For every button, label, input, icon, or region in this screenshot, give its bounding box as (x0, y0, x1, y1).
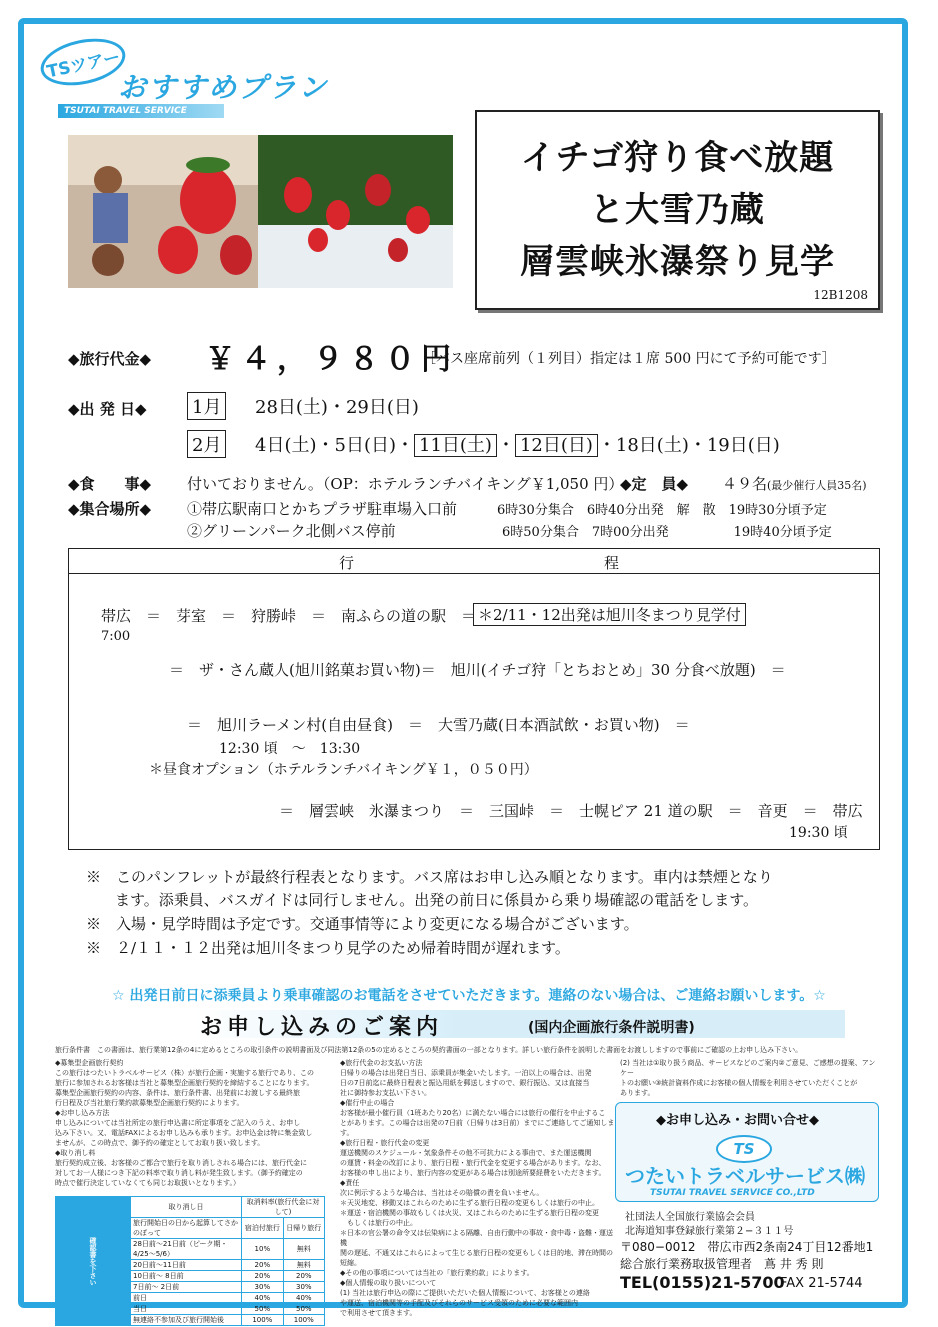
feb-sep: ・ (496, 435, 515, 456)
meeting-time-2: 6時50分集合 7時00分出発 19時40分頃予定 (502, 525, 832, 540)
meeting-label: ◆集合場所◆ (68, 500, 152, 518)
cancel-head-rate: 取消料率(旅行代金に対して) (242, 1197, 325, 1218)
itinerary-row-4-time: 19:30 頃 (789, 825, 848, 841)
application-title: お申し込みのご案内 (200, 1015, 444, 1040)
application-col-1: ◆募集型企画旅行契約 この旅行はつたいトラベルサービス（株）が旅行企画・実施する旅行であり、この 旅行に参加されるお客様は当社と募集型企画旅行契約を締結することになります。 募集型企画旅行契約の内容、条件は、旅行条件書、出発前にお渡しする最終旅 行日程及び当社旅行業約款募集型企画旅行契約によります。 ◆お申し込み方法 申し込みについては当社所定の旅行申込書に所定事項をご記入のうえ、お申し 込み下さい。又、電話FAXによるお申し込みも承ります。お申込金は特に集金致し ませんが、この時点で、御予約の確定としてお取り扱い致します。 ◆取り消し料 旅行契約成立後、お客様のご都合で旅行を取り消しされる場合には、旅行代金に 対してお一人様につき下記の料率で取り消し料が発生致します。（御予約確定の 時点で催行決定していなくても同じお取扱いとなります。） (55, 1059, 314, 1187)
meeting-time-1: 6時30分集合 6時40分出発 解 散 19時30分頃予定 (497, 503, 827, 518)
cancel-stay: 20% (242, 1260, 283, 1271)
ts-logo-icon: TS (716, 1135, 772, 1163)
ts-tour-badge: TSツアー (36, 32, 129, 93)
blue-notice: ☆ 出発日前日に添乗員より乗車確認のお電話をさせていただきます。連絡のない場合は、ご連絡お願いします。☆ (112, 988, 826, 1004)
itinerary-row-3: ＝ 旭川ラーメン村(自由昼食) ＝ 大雪乃蔵(日本酒試飲・お買い物) ＝ (187, 716, 690, 734)
capacity-number: ４９名 (722, 475, 768, 493)
cancel-stay: 40% (242, 1293, 283, 1304)
contact-heading: ◆お申し込み・お問い合せ◆ (656, 1113, 819, 1128)
cancel-period: 無連絡不参加及び旅行開始後 (131, 1315, 242, 1326)
cancel-side-label: 確認書を下さい (56, 1197, 131, 1326)
itinerary-head-right: 程 (604, 554, 620, 572)
cancel-stay: 100% (242, 1315, 283, 1326)
note-1a: ※ このパンフレットが最終行程表となります。バス席はお申し込み順となります。車内は禁煙となり (86, 868, 773, 886)
departure-feb-days (255, 431, 780, 457)
cancel-stay: 50% (242, 1304, 283, 1315)
tour-code: 12B1208 (813, 288, 868, 302)
application-intro: 旅行条件書 この書面は、旅行業第12条の4に定めるところの取引条件の説明書面及び同法第12条の5の定めるところの契約書面の一部となります。詳しい旅行条件を説明した書面をお渡ししますので事前にご確認の上お申し込み下さい。 (55, 1046, 803, 1054)
itinerary-row-1-note: ＊2/11・12出発は旭川冬まつり見学付 (473, 603, 746, 626)
note-1b: ます。添乗員、バスガイドは同行しません。出発の前日に係員から乗り場確認の電話をします。 (115, 891, 759, 909)
company-english: TSUTAI TRAVEL SERVICE CO.,LTD (650, 1188, 815, 1198)
cancellation-table (55, 1196, 325, 1326)
assoc-2: 北海道知事登録旅行業第２−３１１号 (625, 1226, 794, 1237)
meeting-place-1: ①帯広駅南口とかちプラザ駐車場入口前 (187, 500, 458, 518)
company-strip: TSUTAI TRAVEL SERVICE (58, 104, 224, 118)
cancel-head-day: 日帰り旅行 (283, 1218, 324, 1239)
feb-days-b: ・18日(土)・19日(日) (597, 435, 780, 456)
cancel-period: 当日 (131, 1304, 242, 1315)
feb-day-12: 12日(日) (515, 434, 598, 457)
cancel-period: 20日前〜11日前 (131, 1260, 242, 1271)
itinerary-row-3-option: ＊昼食オプション（ホテルランチバイキング￥１，０５０円） (149, 762, 538, 778)
cancel-sub-period: 旅行開始日の日から起算してさかのぼって (131, 1218, 242, 1239)
meal-label: ◆食 事◆ (68, 475, 152, 493)
departure-jan-days: 28日(土)・29日(日) (255, 397, 419, 418)
tour-title-box (475, 110, 880, 310)
cancel-day: 100% (283, 1315, 324, 1326)
travel-manager: 総合旅行業務取扱管理者 蔦 井 秀 則 (620, 1257, 824, 1271)
itinerary-row-4: ＝ 層雲峡 氷瀑まつり ＝ 三国峠 ＝ 士幌ピア 21 道の駅 ＝ 音更 ＝ 帯広 (279, 802, 863, 820)
application-col-2: ◆旅行代金のお支払い方法 日帰りの場合は出発日当日、添乗員が集金いたします。一泊以上の場合は、出発 日の7日前迄に最終日程表と振込用紙を郵送しますので、銀行振込、又は直接当 社に御持参お支払い下さい。 ◆催行中止の場合 お客様が最小催行員（1班あたり20名）に満たない場合には旅行の催行を中止するこ とがあります。この場合は出発の7日前（日帰りは3日前）までにご連絡してご通知します。 ◆旅行日程・旅行代金の変更 運送機関のスケジュール・気象条件その他不可抗力による事由で、また運送機関 の運賃・料金の改訂により、旅行日程・旅行代金を変更する場合があります。なお、 お客様の申し出により、旅行内容の変更がある場合は別途所要経費をいただきます。 ◆責任 次に例示するような場合は、当社はその賠償の責を負いません。 ＊天災地変、移動又はこれらのために生ずる旅行日程の変更もしくは旅行の中止。 ＊運送・宿泊機関の事故もしくは火災、又はこれらのために生ずる旅行日程の変更 もしくは旅行の中止。 ＊日本の官公署の命令又は伝染病による隔離、自由行動中の事故・食中毒・盗難・運送機 関の遅延、不通又はこれらによって生じる旅行日程の変更もしくは目的地、滞在時間の短縮。 ◆その他の事項については当社の「旅行業約款」によります。 ◆個人情報の取り扱いについて (1) 当社は旅行申込の際にご提供いただいた個人情報について、お客様との連絡 や運送、宿泊機関等の手配及びそれらのサービス受領のために必要な範囲内 で利用させて頂きます。 (340, 1059, 615, 1317)
itinerary-head-left: 行 (339, 554, 355, 572)
cancel-period: 10日前〜 8日前 (131, 1271, 242, 1282)
company-address: 〒080−0012 帯広市西2条南24丁目12番地1 (620, 1240, 874, 1254)
itinerary-row-1: 帯広 ＝ 芽室 ＝ 狩勝峠 ＝ 南ふらの道の駅 ＝ (101, 607, 477, 625)
note-3: ※ ２/１１・１２出発は旭川冬まつり見学のため帰着時間が遅れます。 (86, 939, 570, 957)
itinerary-header (69, 549, 879, 574)
title-line-2: と大雪乃蔵 (590, 190, 765, 230)
plan-title: おすすめプラン (118, 71, 329, 104)
cancel-day: 30% (283, 1282, 324, 1293)
itinerary-box (68, 548, 880, 850)
cancel-day: 無料 (283, 1260, 324, 1271)
company-fax: FAX 21-5744 (780, 1276, 863, 1291)
title-line-3: 層雲峡氷瀑祭り見学 (520, 242, 835, 282)
cancel-period: 28日前〜21日前（ピーク期・4/25〜5/6） (131, 1239, 242, 1260)
company-tel: TEL(0155)21-5700 (620, 1273, 785, 1292)
cancel-day: 20% (283, 1271, 324, 1282)
strawberry-photo (68, 135, 453, 288)
cancel-head-stay: 宿泊付旅行 (242, 1218, 283, 1239)
itinerary-row-3-time: 12:30 頃 ～ 13:30 (219, 741, 361, 757)
departure-feb-month: 2月 (187, 430, 226, 458)
meeting-place-2: ②グリーンパーク北側バス停前 (187, 522, 396, 540)
price-label: ◆旅行代金◆ (68, 350, 152, 368)
cancel-period: 前日 (131, 1293, 242, 1304)
title-line-1: イチゴ狩り食べ放題 (520, 138, 835, 178)
company-name: つたいトラベルサービス㈱ (625, 1164, 865, 1188)
price-value: ￥４，９８０円 (205, 342, 457, 377)
cancel-stay: 20% (242, 1271, 283, 1282)
capacity-note: (最少催行人員35名) (767, 479, 867, 492)
meal-value: 付いておりません。（OP：ホテルランチバイキング￥1,050 円） (187, 475, 624, 493)
departure-label: ◆出 発 日◆ (68, 400, 147, 418)
feb-day-11: 11日(土) (414, 434, 497, 457)
application-subtitle: (国内企画旅行条件説明書) (528, 1020, 695, 1036)
feb-days-a: 4日(土)・5日(日)・ (255, 435, 414, 456)
assoc-1: 社団法人全国旅行業協会会員 (625, 1212, 755, 1223)
departure-jan-month: 1月 (187, 392, 226, 420)
cancel-day: 50% (283, 1304, 324, 1315)
cancel-stay: 10% (242, 1239, 283, 1260)
cancel-head-period: 取り消し日 (131, 1197, 242, 1218)
cancel-day: 40% (283, 1293, 324, 1304)
application-col-3: (2) 当社は①取り扱う商品、サービスなどのご案内②ご意見、ご感想の提案、アンケー トのお願い③統計資料作成にお客様の個人情報を利用させていただくことが あります。 (620, 1059, 876, 1097)
cancel-day: 無料 (283, 1239, 324, 1260)
price-note: ［バス座席前列（１列目）指定は１席 500 円にて予約可能です］ (422, 351, 836, 367)
cancel-stay: 30% (242, 1282, 283, 1293)
capacity-value (722, 473, 867, 494)
capacity-label: ◆定 員◆ (620, 475, 689, 493)
itinerary-row-2: ＝ ザ・さん蔵人(旭川銘菓お買い物)＝ 旭川(イチゴ狩「とちおとめ」30 分食べ放題) ＝ (169, 661, 786, 679)
note-2: ※ 入場・見学時間は予定です。交通事情等により変更になる場合がございます。 (86, 915, 639, 933)
cancel-period: 7日前〜 2日前 (131, 1282, 242, 1293)
itinerary-row-1-time: 7:00 (101, 629, 131, 644)
